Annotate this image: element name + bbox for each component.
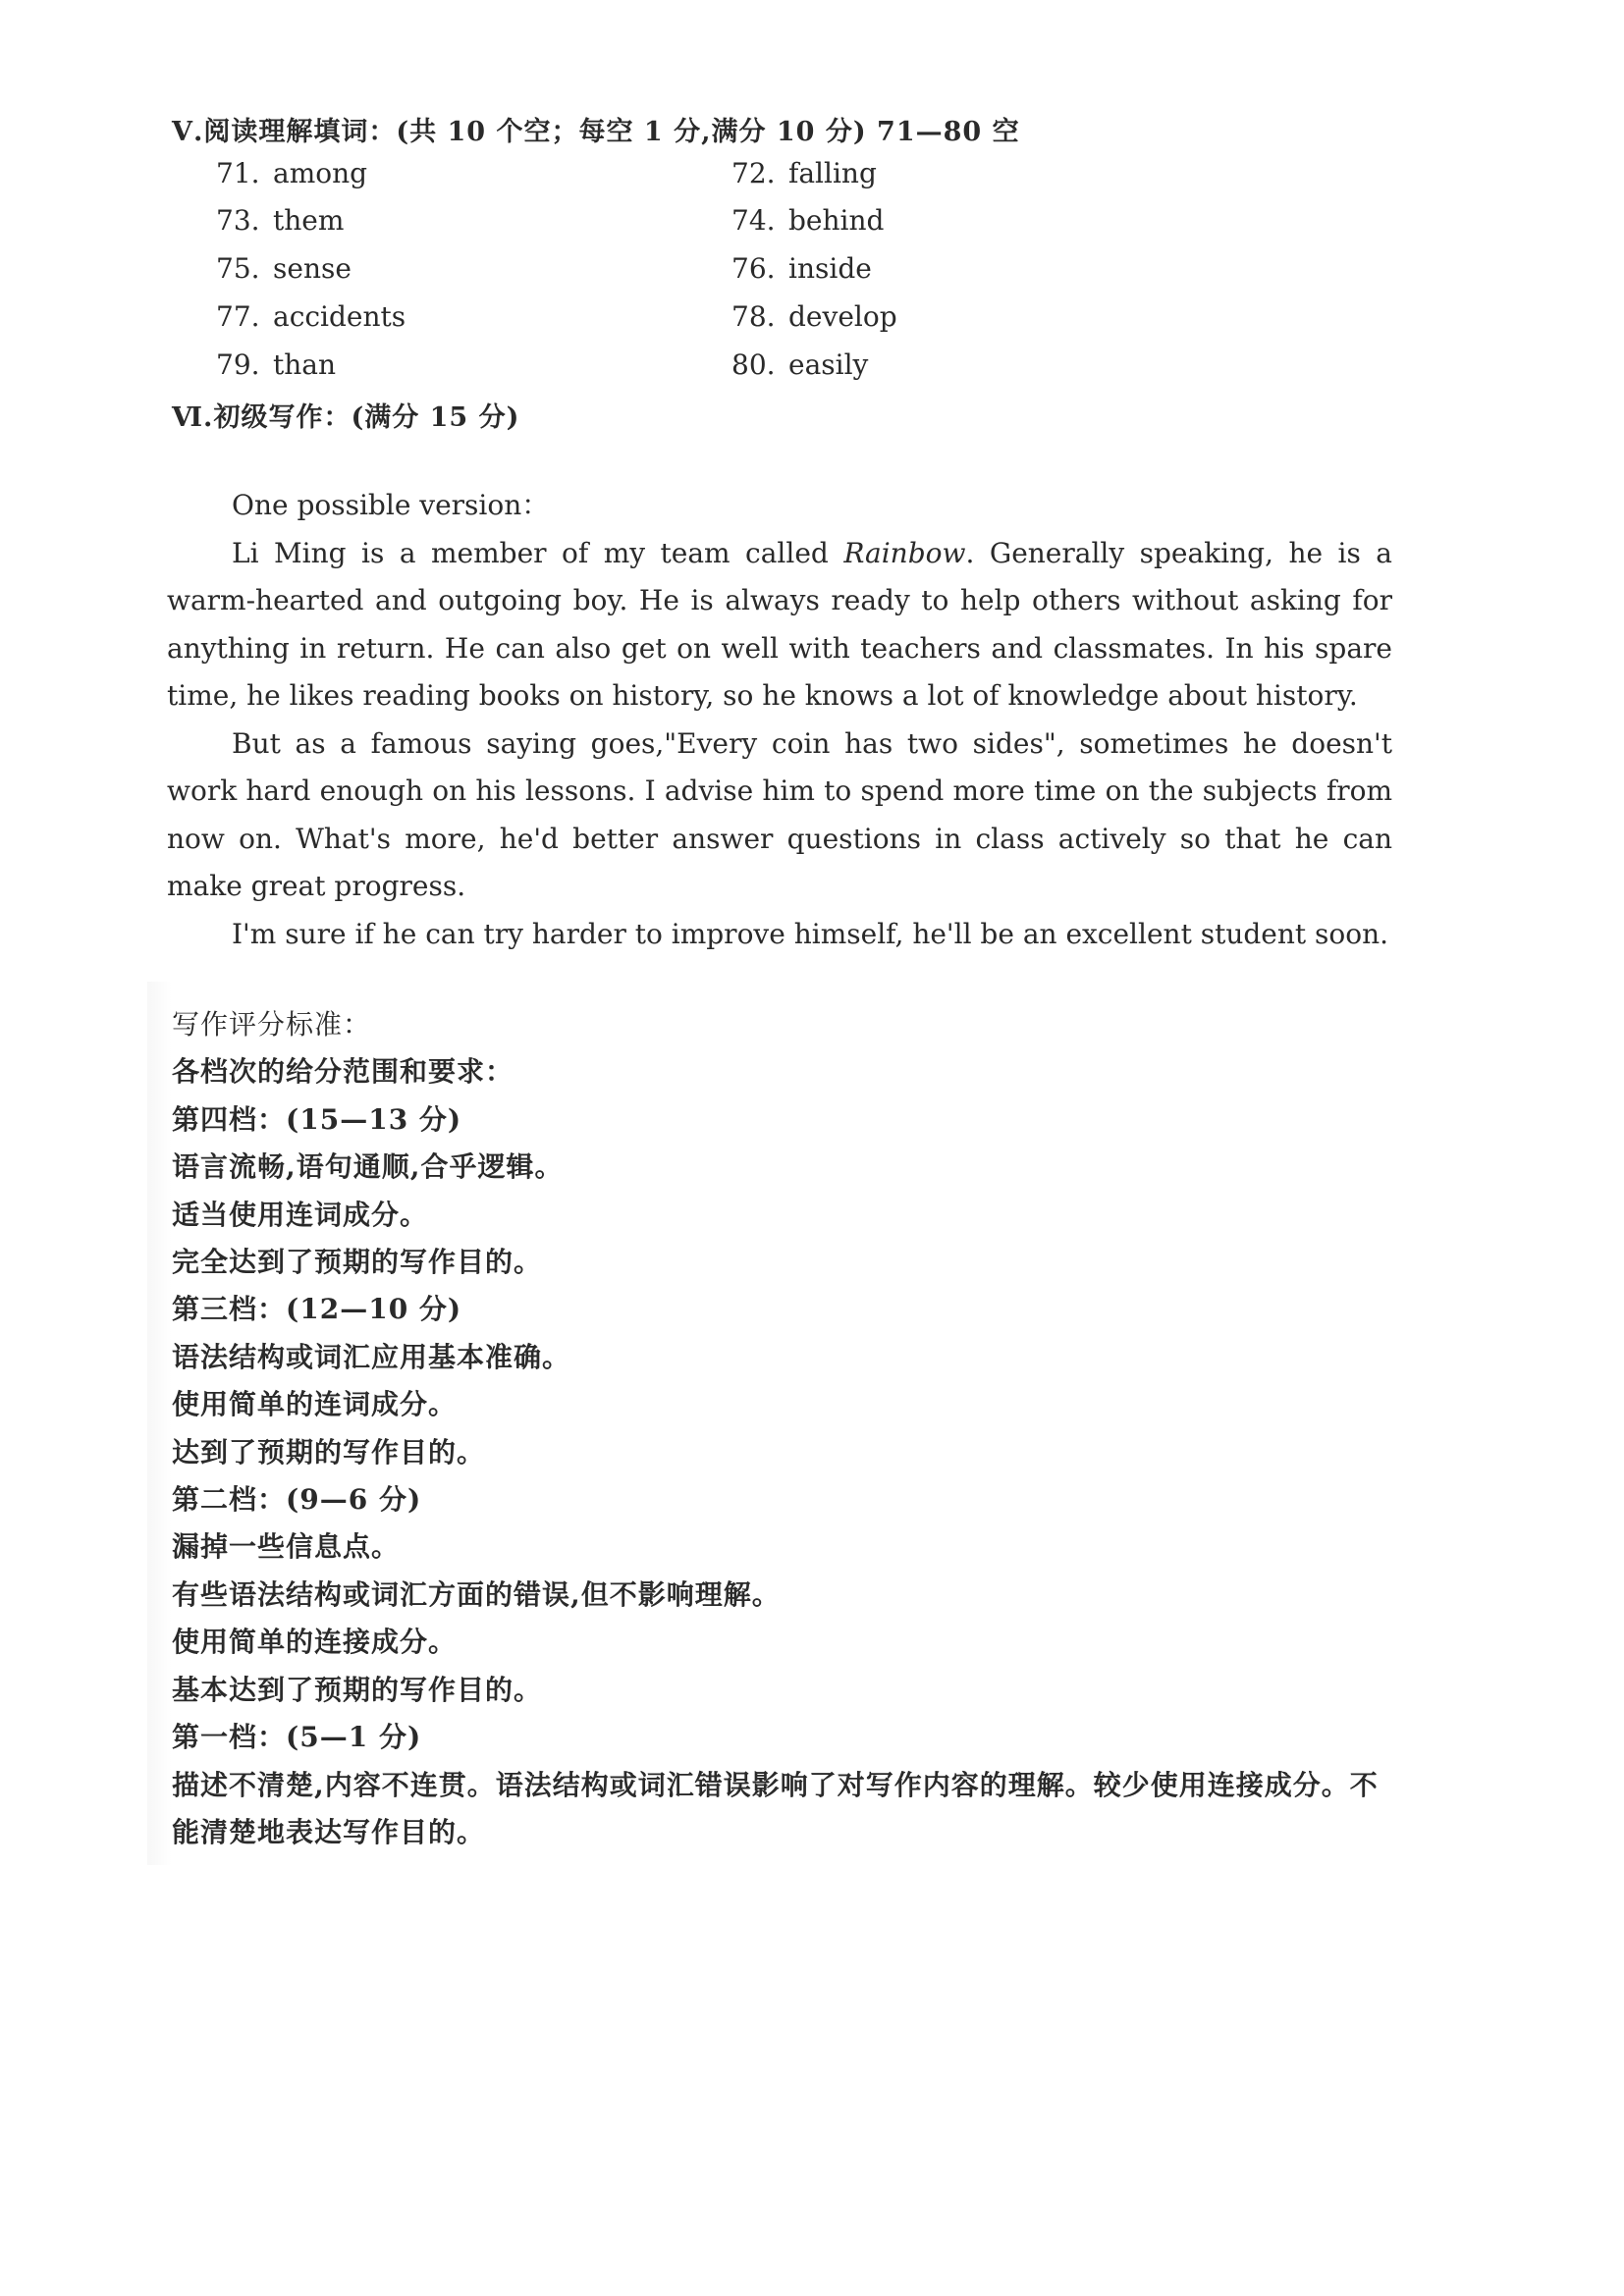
rubric-line: 第四档：(15—13 分)	[172, 1102, 462, 1136]
model-essay	[167, 482, 1392, 958]
rubric-line: 第二档：(9—6 分)	[172, 1483, 422, 1517]
rubric-title: 写作评分标准：	[172, 1008, 372, 1041]
rubric-line: 漏掉一些信息点。	[172, 1530, 401, 1564]
section-5-title: Ⅴ.阅读理解填词：(共 10 个空；每空 1 分,满分 10 分) 71—80 空	[172, 117, 1020, 147]
answer-79: 79. than	[216, 348, 337, 381]
answer-71: 71. among	[216, 157, 368, 189]
answer-78: 78. develop	[731, 300, 897, 333]
answer-72: 72. falling	[731, 157, 877, 189]
answer-76: 76. inside	[731, 252, 872, 285]
rubric-line: 第三档：(12—10 分)	[172, 1293, 462, 1326]
rubric-line: 达到了预期的写作目的。	[172, 1435, 486, 1468]
answer-75: 75. sense	[216, 252, 352, 285]
answer-74: 74. behind	[731, 204, 885, 237]
scoring-rubric	[172, 1001, 1389, 1856]
rubric-line: 适当使用连词成分。	[172, 1198, 429, 1231]
essay-paragraph-3: I'm sure if he can try harder to improve himself, he'll be an excellent student soon.	[232, 917, 1389, 950]
rubric-line: 基本达到了预期的写作目的。	[172, 1673, 543, 1706]
version-label: One possible version：	[232, 489, 550, 521]
essay-paragraph-1: Li Ming is a member of my team called Rainbow. Generally speaking, he is a warm-hearted and outgoing boy. He is always ready to help others without asking for anything in return. He can also get on well with teachers and classmates. In his spare time, he likes reading books on history, so he knows a lot of knowledge about history.	[167, 536, 1392, 712]
answer-77: 77. accidents	[216, 300, 406, 333]
answer-73: 73. them	[216, 204, 345, 237]
rubric-subtitle: 各档次的给分范围和要求：	[172, 1055, 514, 1089]
rubric-last-level-description: 描述不清楚,内容不连贯。语法结构或词汇错误影响了对写作内容的理解。较少使用连接成分。不能清楚地表达写作目的。	[172, 1768, 1379, 1848]
scan-shadow	[147, 982, 172, 1865]
rubric-line: 使用简单的连词成分。	[172, 1388, 458, 1421]
rubric-line: 使用简单的连接成分。	[172, 1626, 458, 1659]
rubric-line: 语言流畅,语句通顺,合乎逻辑。	[172, 1150, 564, 1184]
section-6-title: Ⅵ.初级写作：(满分 15 分)	[172, 402, 520, 433]
rubric-line: 有些语法结构或词汇方面的错误,但不影响理解。	[172, 1577, 781, 1611]
rubric-line: 完全达到了预期的写作目的。	[172, 1246, 543, 1279]
essay-paragraph-2: But as a famous saying goes,"Every coin has two sides", sometimes he doesn't work hard enough on his lessons. I advise him to spend more time on the subjects from now on. What's more, he'd better answer questions in class actively so that he can make great progress.	[167, 726, 1392, 902]
rubric-line: 语法结构或词汇应用基本准确。	[172, 1340, 571, 1373]
answer-80: 80. easily	[731, 348, 869, 381]
rubric-line: 第一档：(5—1 分)	[172, 1721, 422, 1754]
